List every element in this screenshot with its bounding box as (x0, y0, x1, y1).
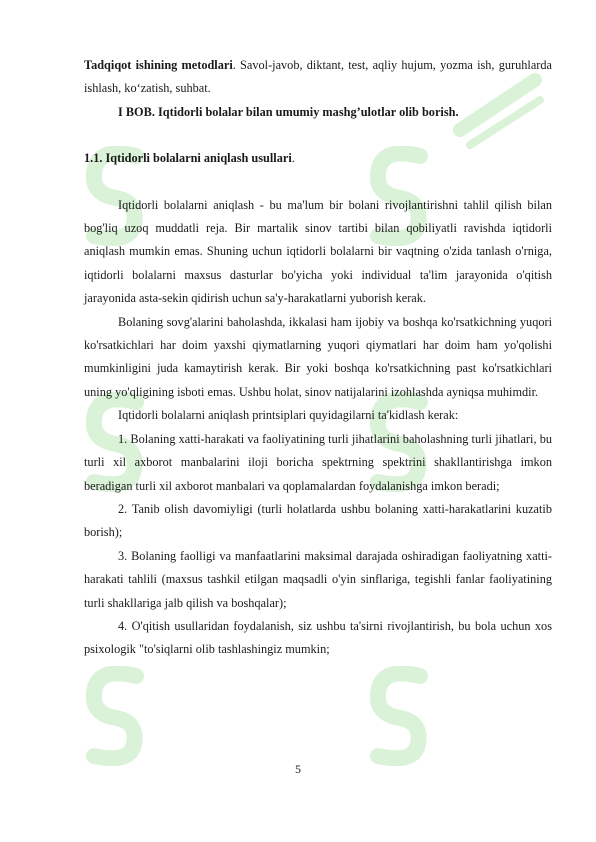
methods-line (84, 54, 552, 101)
section-heading (84, 147, 552, 170)
document-page (84, 54, 552, 662)
methods-text: . Savol-javob, diktant, test, aqliy hujum, yozma ish, guruhlarda ishlash, ko‘zatish, suhbat. (84, 58, 552, 96)
section-suffix: . (291, 151, 295, 166)
spacer (84, 124, 552, 147)
chapter-title: I BOB. Iqtidorli bolalar bilan umumiy mashg’ulotlar olib borish. (118, 104, 459, 119)
spacer (84, 171, 552, 194)
list-item: 2. Tanib olish davomiyligi (turli holatlarda ushbu bolaning xatti-harakatlarini kuzatib borish); (84, 501, 552, 540)
paragraph: Bolaning sovg'alarini baholashda, ikkalasi ham ijobiy va boshqa ko'rsatkichning yuqori ko'rsatkichlari har doim yaxshi qiymatlarning yuqori qiymatlari har doim ham yo'qolishi mumkinligini juda kamaytirish kerak. Bir yoki boshqa ko'rsatkichning past ko'rsatkichlari uning yo'qligining isboti emas. Ushbu holat, sinov natijalarini izohlashda ayniqsa muhimdir. (84, 314, 552, 399)
watermark-logo-icon (86, 666, 144, 766)
section-title: 1.1. Iqtidorli bolalarni aniqlash usullari (84, 151, 292, 166)
methods-label: Tadqiqot ishining metodlari (84, 58, 233, 72)
list-item: 4. O'qitish usullaridan foydalanish, siz ushbu ta'sirni rivojlantirish, bu bola uchun xos psixologik "to'siqlarni olib tashlashingiz mumkin; (84, 618, 552, 657)
paragraph: Iqtidorli bolalarni aniqlash printsiplari quyidagilarni ta'kidlash kerak: (118, 408, 459, 423)
watermark-logo-icon (370, 666, 428, 766)
list-item: 1. Bolaning xatti-harakati va faoliyatining turli jihatlarini baholashning turli jihatlari, bu turli xil axborot manbalarini iloji boricha spektrning spektrini shakllantirishga imkon beradigan turli xil axborot manbalari va qoplamalardan foydalanishga imkon beradi; (84, 431, 552, 493)
page-number: 5 (295, 762, 301, 776)
paragraph: Iqtidorli bolalarni aniqlash - bu ma'lum bir bolani rivojlantirishni tahlil qilish bilan bog'liq uzoq muddatli reja. Bir martalik sinov tartibi bilan qobiliyatli ravishda iqtidorli aniqlash mumkin emas. Shuning uchun iqtidorli bolalarni bir vaqtning o'zida tanlash o'rniga, iqtidorli bolalarni maxsus dasturlar bo'yicha yoki individual ta'lim jarayonida o'qitish jarayonida asta-sekin qidirish uchun sa'y-harakatlarni yuborish kerak. (84, 197, 552, 306)
list-item: 3. Bolaning faolligi va manfaatlarini maksimal darajada oshiradigan faoliyatning xatti-harakati tahlili (maxsus tashkil etilgan maqsadli o'yin sinflariga, tegishli fanlar faoliyatining turli shakllariga jalb qilish va boshqalar); (84, 548, 552, 610)
